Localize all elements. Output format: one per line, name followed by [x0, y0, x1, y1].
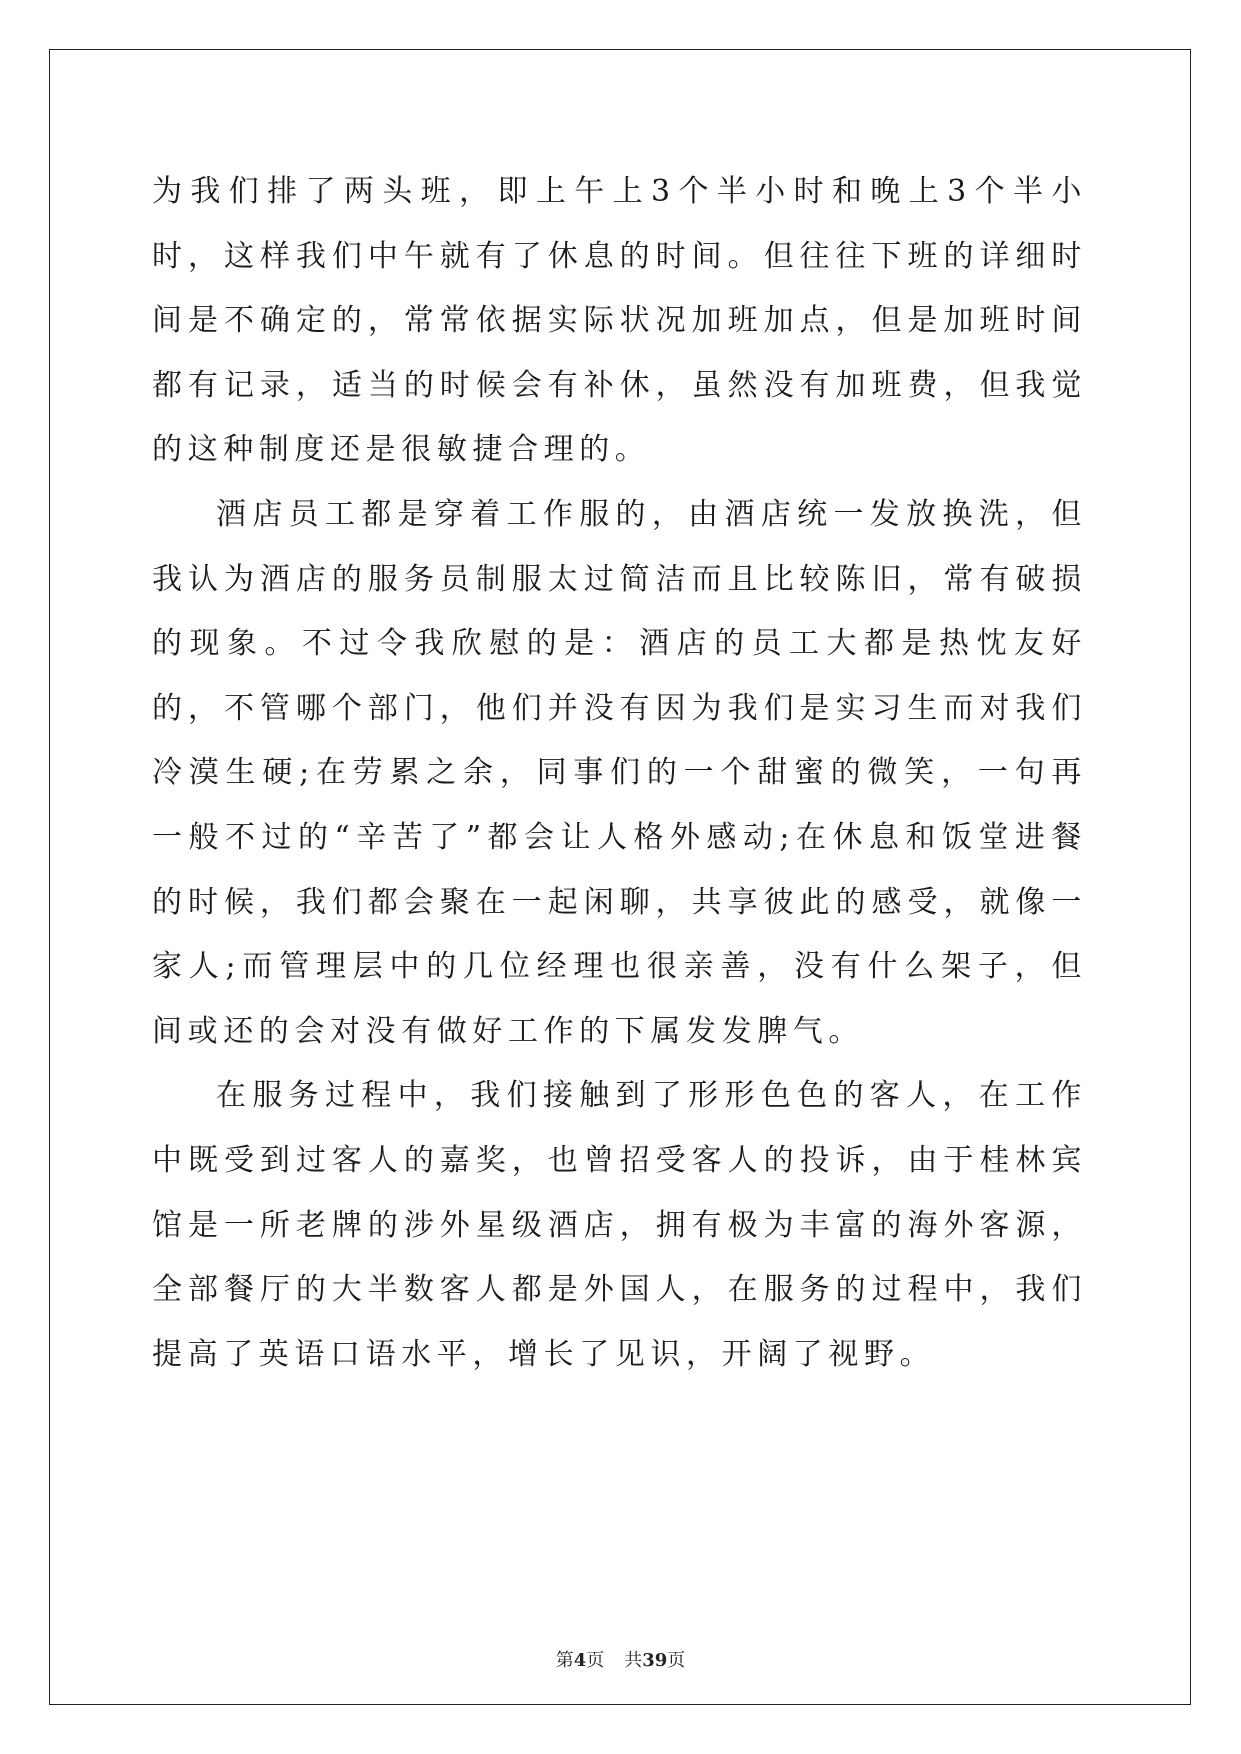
paragraph-1: 为我们排了两头班，即上午上3个半小时和晚上3个半小时，这样我们中午就有了休息的时间。但往往下班的详细时间是不确定的，常常依据实际状况加班加点，但是加班时间都有记录，适当的时候会有补休，虽然没有加班费，但我觉的这种制度还是很敏捷合理的。 [152, 174, 1087, 468]
page-footer [0, 1646, 1241, 1672]
footer-total-suffix: 页 [667, 1650, 686, 1671]
paragraph-3: 在服务过程中，我们接触到了形形色色的客人，在工作中既受到过客人的嘉奖，也曾招受客人的投诉，由于桂林宾馆是一所老牌的涉外星级酒店，拥有极为丰富的海外客源，全部餐厅的大半数客人都是外国人，在服务的过程中，我们提高了英语口语水平，增长了见识，开阔了视野。 [152, 1078, 1087, 1372]
footer-prefix: 第 [555, 1650, 574, 1671]
paragraph-2: 酒店员工都是穿着工作服的，由酒店统一发放换洗，但我认为酒店的服务员制服太过简洁而且比较陈旧，常有破损的现象。不过令我欣慰的是：酒店的员工大都是热忱友好的，不管哪个部门，他们并没有因为我们是实习生而对我们冷漠生硬;在劳累之余，同事们的一个甜蜜的微笑，一句再一般不过的“辛苦了”都会让人格外感动;在休息和饭堂进餐的时候，我们都会聚在一起闲聊，共享彼此的感受，就像一家人;而管理层中的几位经理也很亲善，没有什么架子，但间或还的会对没有做好工作的下属发发脾气。 [152, 496, 1087, 1049]
total-page-count: 39 [642, 1650, 668, 1671]
document-body [152, 160, 1087, 1387]
footer-page-suffix: 页 [586, 1650, 605, 1671]
current-page-number: 4 [573, 1650, 587, 1671]
footer-total-prefix: 共 [624, 1650, 643, 1671]
